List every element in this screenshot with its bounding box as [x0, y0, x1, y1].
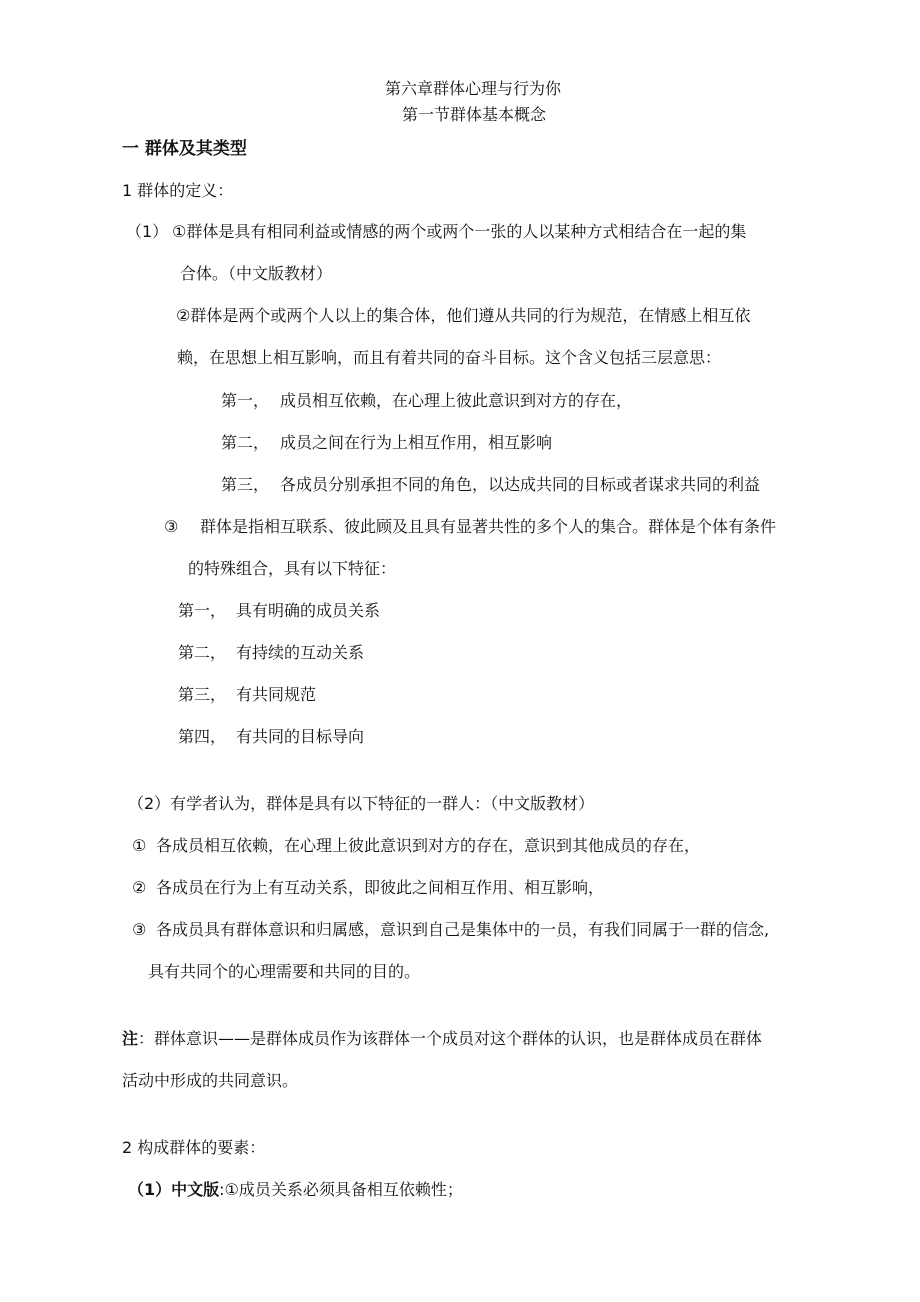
note-line2: 活动中形成的共同意识。: [122, 1071, 299, 1090]
def2-item-2-text: 各成员在行为上有互动关系，即彼此之间相互作用、相互影响，: [156, 878, 605, 897]
def2-item-3-mark: ③: [132, 920, 147, 939]
note-text-line1: ：群体意识——是群体成员作为该群体一个成员对这个群体的认识，也是群体成员在群体: [138, 1029, 763, 1048]
elements-item-1-label: 中文版: [171, 1180, 220, 1199]
elements-item-1: [128, 1180, 463, 1200]
def2-item-1-text: 各成员相互依赖，在心理上彼此意识到对方的存在，意识到其他成员的存在，: [156, 836, 701, 855]
elements-heading: 2 构成群体的要素：: [122, 1138, 266, 1157]
def1-c-point-2-text: 有持续的互动关系: [236, 643, 365, 662]
def2-item-2-mark: ②: [132, 878, 147, 897]
def1-c-line1: 群体是指相互联系、彼此顾及且具有显著共性的多个人的集合。群体是个体有条件: [200, 517, 777, 536]
def2-item-3-continuation: 具有共同个的心理需要和共同的目的。: [148, 962, 421, 981]
def1-b-line1: ②群体是两个或两个人以上的集合体，他们遵从共同的行为规范，在情感上相互依: [176, 306, 751, 325]
def2-item-3-text: 各成员具有群体意识和归属感，意识到自己是集体中的一员，有我们同属于一群的信念,: [156, 920, 770, 939]
def1-b-point-3-label: 第三，: [221, 475, 270, 494]
def1-b-line2: 赖，在思想上相互影响，而且有着共同的奋斗目标。这个含义包括三层意思：: [177, 348, 722, 367]
def1-b-point-2-label: 第二，: [221, 433, 270, 452]
elements-item-1-text: :①成员关系必须具备相互依赖性；: [219, 1180, 463, 1199]
def1-c-point-3-text: 有共同规范: [236, 685, 317, 704]
heading-groups-and-types: 一 群体及其类型: [122, 139, 247, 159]
def1-b-point-3-text: 各成员分别承担不同的角色，以达成共同的目标或者谋求共同的利益: [280, 475, 761, 494]
def1-a-line2: 合体。（中文版教材）: [180, 264, 333, 283]
def1-number: （1）: [126, 222, 169, 241]
def1-c-line2: 的特殊组合，具有以下特征：: [188, 559, 397, 578]
def2-item-1-mark: ①: [132, 836, 147, 855]
def1-c-point-4-text: 有共同的目标导向: [236, 727, 365, 746]
def1-b-point-2-text: 成员之间在行为上相互作用，相互影响: [280, 433, 553, 452]
section-title: 第一节群体基本概念: [402, 105, 547, 124]
note-line1: [122, 1029, 762, 1049]
def1-c-point-1-label: 第一，: [178, 601, 227, 620]
def1-c-point-1-text: 具有明确的成员关系: [236, 601, 381, 620]
def1-a-line1: ①群体是具有相同利益或情感的两个或两个一张的人以某种方式相结合在一起的集: [172, 222, 747, 241]
def1-c-point-3-label: 第三，: [178, 685, 227, 704]
def1-b-point-1-label: 第一，: [221, 391, 270, 410]
chapter-title: 第六章群体心理与行为你: [385, 79, 562, 98]
def2-intro: （2）有学者认为，群体是具有以下特征的一群人：（中文版教材）: [128, 794, 595, 813]
elements-item-1-number: （1）: [128, 1180, 172, 1199]
definition-heading: 1 群体的定义：: [122, 181, 234, 200]
note-label: 注: [122, 1029, 139, 1048]
def1-c-mark: ③: [164, 517, 179, 536]
def1-c-point-2-label: 第二，: [178, 643, 227, 662]
def1-c-point-4-label: 第四，: [178, 727, 227, 746]
def1-b-point-1-text: 成员相互依赖，在心理上彼此意识到对方的存在，: [280, 391, 633, 410]
